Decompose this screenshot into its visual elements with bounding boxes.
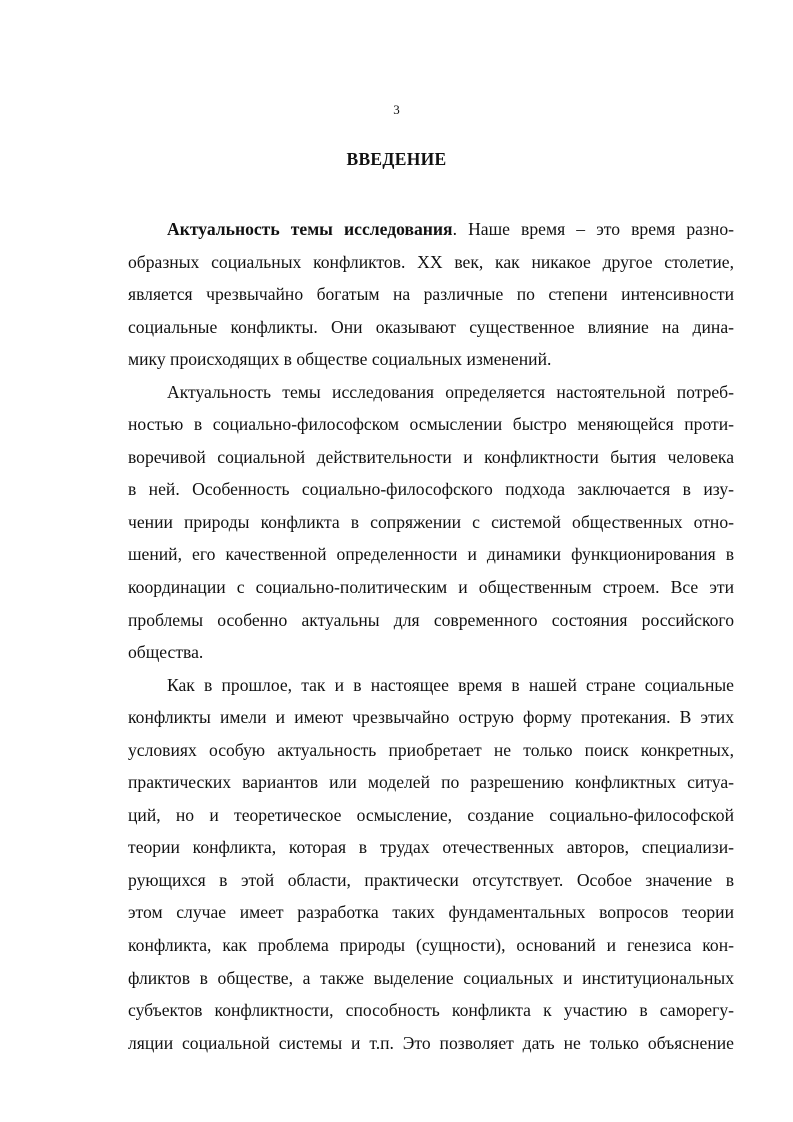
- paragraph-line: проблемы особенно актуальны для современного состояния российского: [128, 609, 734, 630]
- paragraph-line: ляции социальной системы и т.п. Это позволяет дать не только объяснение: [128, 1032, 734, 1053]
- paragraph-line: этом случае имеет разработка таких фундаментальных вопросов теории: [128, 902, 734, 923]
- paragraph-line: ций, но и теоретическое осмысление, создание социально-философской: [128, 804, 734, 825]
- paragraph-line: условиях особую актуальность приобретает не только поиск конкретных,: [128, 739, 734, 760]
- paragraph-line: конфликты имели и имеют чрезвычайно острую форму протекания. В этих: [128, 707, 734, 728]
- paragraph-line: ностью в социально-философском осмыслении быстро меняющейся проти-: [128, 414, 734, 435]
- paragraph-line: координации с социально-политическим и общественным строем. Все эти: [128, 577, 734, 598]
- paragraph-line: общества.: [128, 642, 204, 663]
- page-number: 3: [393, 102, 400, 117]
- paragraph-line: [128, 213, 734, 246]
- paragraph-line: мику происходящих в обществе социальных изменений.: [128, 349, 552, 370]
- paragraph-line: субъектов конфликтности, способность конфликта к участию в саморегу-: [128, 1000, 734, 1021]
- paragraph-line: социальные конфликты. Они оказывают существенное влияние на дина-: [128, 316, 734, 337]
- paragraph-line: практических вариантов или моделей по разрешению конфликтных ситуа-: [128, 772, 734, 793]
- paragraph-line: конфликта, как проблема природы (сущности), оснований и генезиса кон-: [128, 935, 734, 956]
- paragraph-line: шений, его качественной определенности и динамики функционирования в: [128, 544, 734, 565]
- paragraph-line: Актуальность темы исследования определяется настоятельной потреб-: [167, 381, 734, 402]
- paragraph-line: чении природы конфликта в сопряжении с системой общественных отно-: [128, 511, 734, 532]
- paragraph-line: в ней. Особенность социально-философского подхода заключается в изу-: [128, 479, 734, 500]
- paragraph-line: теории конфликта, которая в трудах отечественных авторов, специализи-: [128, 837, 734, 858]
- paragraph-line: рующихся в этой области, практически отсутствует. Особое значение в: [128, 869, 734, 890]
- page-title: ВВЕДЕНИЕ: [346, 149, 447, 169]
- paragraph-line: фликтов в обществе, а также выделение социальных и институциональных: [128, 967, 734, 988]
- paragraph-line: является чрезвычайно богатым на различные по степени интенсивности: [128, 284, 734, 305]
- document-body: [128, 213, 734, 1059]
- bold-lead-phrase: Актуальность темы исследования: [167, 219, 453, 239]
- paragraph-line: воречивой социальной действительности и конфликтности бытия человека: [128, 446, 734, 467]
- paragraph-line: образных социальных конфликтов. XX век, как никакое другое столетие,: [128, 251, 734, 272]
- line-text: . Наше время – это время разно-: [452, 219, 734, 239]
- paragraph-line: Как в прошлое, так и в настоящее время в нашей стране социальные: [167, 674, 734, 695]
